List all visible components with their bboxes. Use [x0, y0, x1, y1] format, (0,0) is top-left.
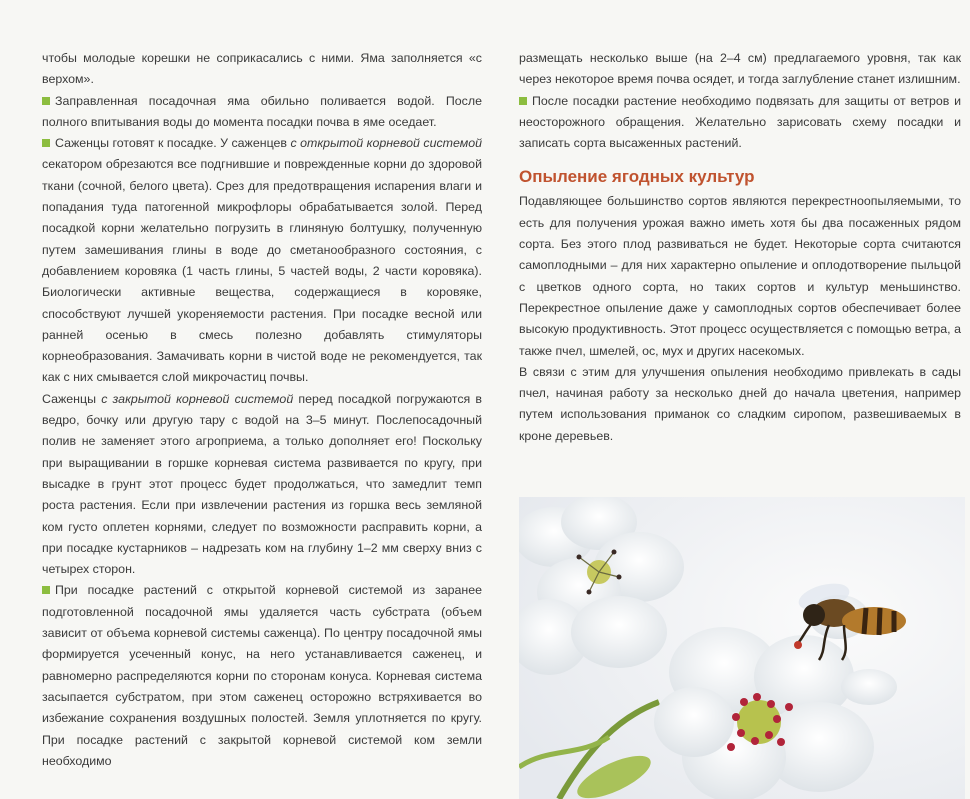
right-text-column [519, 48, 961, 447]
square-bullet-icon [42, 586, 50, 594]
paragraph-bulleted [42, 91, 482, 134]
paragraph-bulleted [42, 580, 482, 772]
paragraph-text: После посадки растение необходимо подвязать для защиты от ветров и неосторожного обращения. Желательно зарисовать схему посадки и записать сорта высаженных растений. [519, 93, 961, 151]
paragraph [42, 389, 482, 581]
emphasis-text: с закрытой корневой системой [101, 391, 294, 406]
bee-on-blossom-photo [519, 497, 965, 799]
section-heading: Опыление ягодных культур [519, 167, 755, 187]
paragraph-text: перед посадкой погружаются в ведро, бочку или другую тару с водой на 3–5 минут. Послепосадочный полив не заменяет этого агроприема, а только дополняет его! Поскольку при выращивании в горшке корневая система развивается по кругу, при высадке в грунт этот процесс будет продолжаться, что замедлит темп роста растения. Если при извлечении растения из горшка весь земляной ком густо оплетен корнями, следует по возможности расправить корни, а при посадке кустарников – надрезать ком на глубину 1–2 мм сверху вниз с четырех сторон. [42, 391, 482, 577]
paragraph-text: При посадке растений с открытой корневой системой из заранее подготовленной посадочной ямы удаляется часть субстрата (объем зависит от объема корневой системы саженца). По центру посадочной ямы формируется усеченный конус, на него устанавливается саженец, и равномерно распределяются корни по сторонам конуса. Корневая система засыпается субстратом, при этом саженец осторожно встряхивается во избежание сохранения воздушных полостей. Земля уплотняется по кругу. При посадке растений с закрытой корневой системой ком земли необходимо [42, 583, 482, 768]
paragraph: Подавляющее большинство сортов являются перекрестноопыляемыми, то есть для получения урожая важно иметь хотя бы два посаженных рядом сорта. Без этого плод развиваться не будет. Некоторые сорта считаются самоплодными – для них характерно опыление и оплодотворение пыльцой с цветков одного сорта, но таких сортов и культур меньшинство. Перекрестное опыление даже у самоплодных сортов обеспечивает более высокую продуктивность. Этот процесс осуществляется с помощью ветра, а также пчел, шмелей, ос, мух и других насекомых. [519, 194, 961, 358]
left-text-column [42, 48, 482, 772]
square-bullet-icon [42, 139, 50, 147]
paragraph-text: Заправленная посадочная яма обильно поливается водой. После полного впитывания воды до момента посадки почва в яме оседает. [42, 93, 482, 129]
paragraph-bulleted [42, 133, 482, 389]
paragraph-text: секатором обрезаются все подгнившие и поврежденные корни до здоровой ткани (сочной, белого цвета). Срез для предотвращения испарения влаги и попадания туда патогенной микрофлоры обрабатывается золой. Перед посадкой корни желательно погрузить в глиняную болтушку, полученную путем замешивания глины в воде до сметанообразного состояния, с добавлением коровяка (1 часть глины, 5 частей воды, 2 части коровяка). Биологически активные вещества, содержащиеся в коровяке, способствуют лучшей укореняемости растения. При посадке весной или ранней осенью в смесь полезно добавлять стимуляторы корнеобразования. Замачивать корни в чистой воде не рекомендуется, так как с них смывается слой микрочастиц почвы. [42, 157, 482, 385]
paragraph-bulleted [519, 91, 961, 155]
paragraph-text: Саженцы [42, 391, 102, 406]
paragraph: чтобы молодые корешки не соприкасались с ними. Яма заполняется «с верхом». [42, 51, 482, 87]
photo-illustration [519, 497, 965, 799]
emphasis-text: с открытой корневой системой [290, 136, 482, 151]
paragraph: размещать несколько выше (на 2–4 см) предлагаемого уровня, так как через некоторое время почва осядет, и тогда заглубление станет излишним. [519, 51, 961, 87]
square-bullet-icon [42, 97, 50, 105]
paragraph-text: Саженцы готовят к посадке. У саженцев [55, 136, 291, 151]
square-bullet-icon [519, 97, 527, 105]
paragraph: В связи с этим для улучшения опыления необходимо привлекать в сады пчел, начиная работу за несколько дней до начала цветения, например путем использования приманок со сладким сиропом, развешиваемых в кроне деревьев. [519, 364, 961, 443]
